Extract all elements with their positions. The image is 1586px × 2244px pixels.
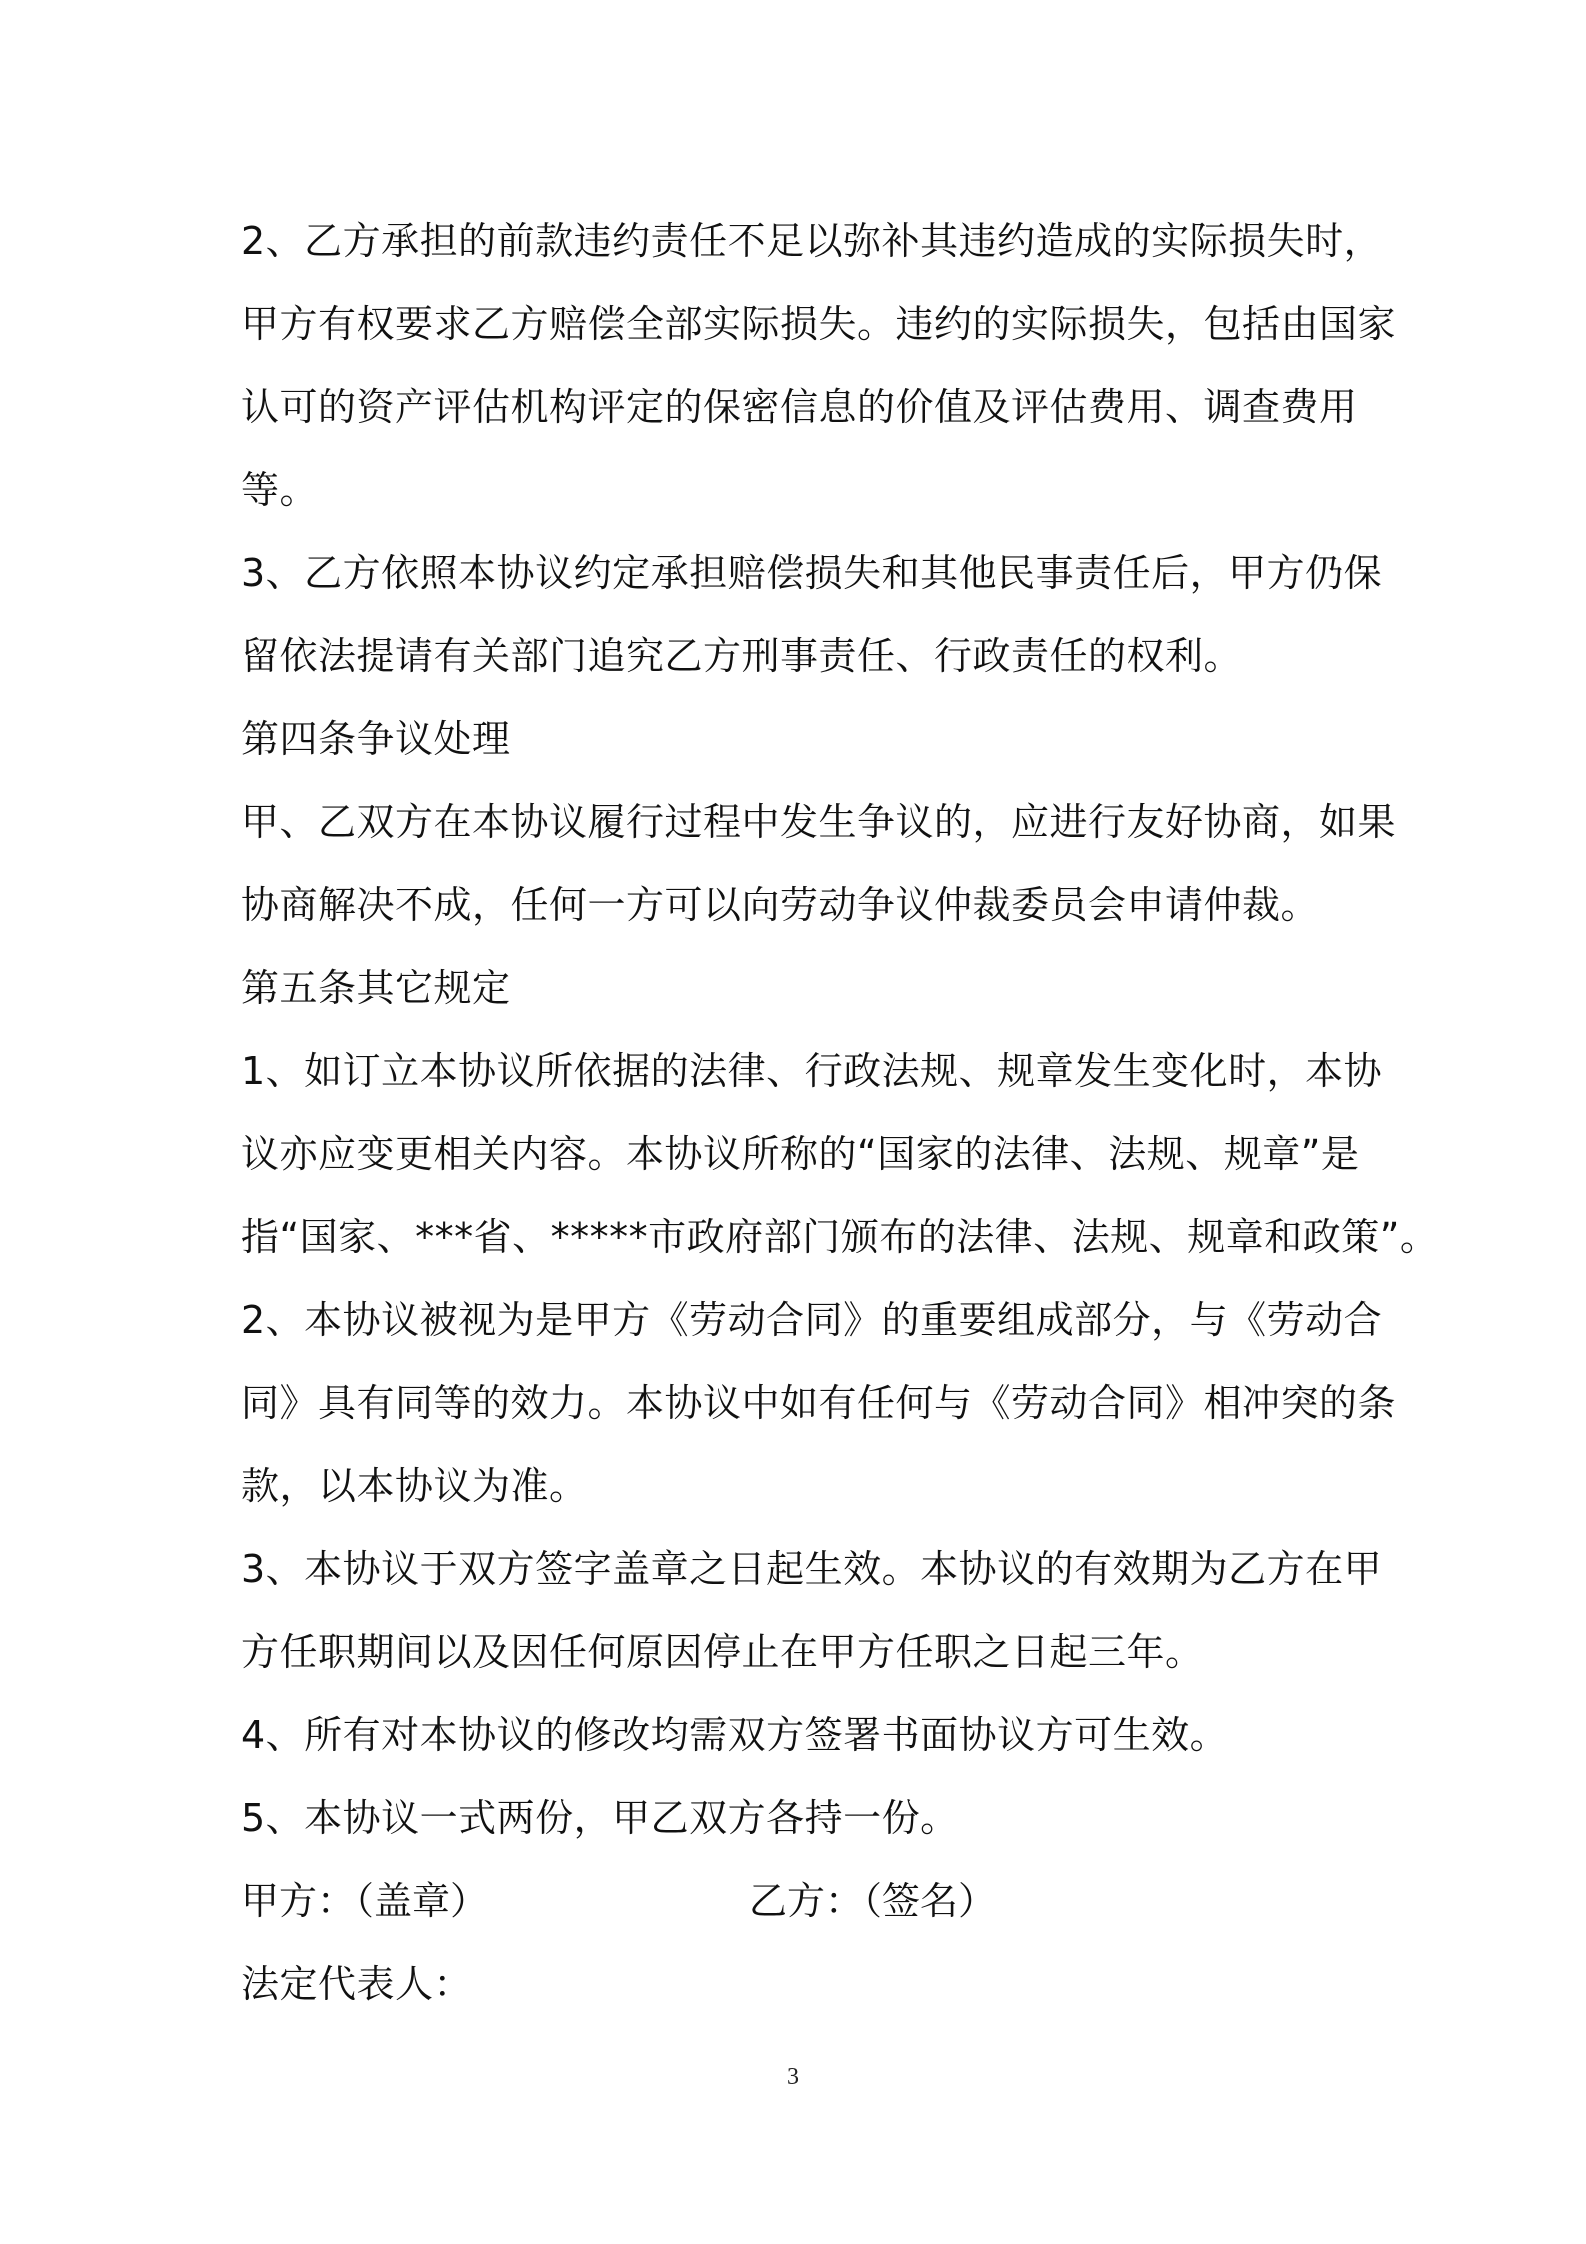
clause-3-3-line-2: 留依法提请有关部门追究乙方刑事责任、行政责任的权利。	[241, 634, 1243, 678]
page-number: 3	[787, 2064, 799, 2090]
agreement-body	[241, 200, 1439, 2026]
article-4-line-1: 甲、乙双方在本协议履行过程中发生争议的，应进行友好协商，如果	[241, 800, 1397, 844]
article-4-heading: 第四条争议处理	[241, 717, 511, 761]
clause-3-2-line-3: 认可的资产评估机构评定的保密信息的价值及评估费用、调查费用	[241, 385, 1358, 429]
party-a-seal-label: 甲方：（盖章）	[241, 1879, 489, 1923]
clause-5-2-line-3: 款，以本协议为准。	[241, 1464, 588, 1508]
clause-5-1-line-2: 议亦应变更相关内容。本协议所称的“国家的法律、法规、规章”是	[241, 1132, 1360, 1176]
clause-5-1-line-1: 1、如订立本协议所依据的法律、行政法规、规章发生变化时，本协	[241, 1049, 1383, 1093]
clause-5-4: 4、所有对本协议的修改均需双方签署书面协议方可生效。	[241, 1713, 1229, 1757]
clause-3-2-line-2: 甲方有权要求乙方赔偿全部实际损失。违约的实际损失，包括由国家	[241, 302, 1397, 346]
clause-5-2-line-2: 同》具有同等的效力。本协议中如有任何与《劳动合同》相冲突的条	[241, 1381, 1397, 1425]
clause-5-2-line-1: 2、本协议被视为是甲方《劳动合同》的重要组成部分，与《劳动合	[241, 1298, 1383, 1342]
clause-5-1-line-3: 指“国家、***省、*****市政府部门颁布的法律、法规、规章和政策”。	[241, 1215, 1439, 1259]
article-5-heading: 第五条其它规定	[241, 966, 511, 1010]
clause-5-3-line-2: 方任职期间以及因任何原因停止在甲方任职之日起三年。	[241, 1630, 1204, 1674]
signature-row	[241, 1860, 1361, 1943]
clause-5-3-line-1: 3、本协议于双方签字盖章之日起生效。本协议的有效期为乙方在甲	[241, 1547, 1383, 1591]
article-4-line-2: 协商解决不成，任何一方可以向劳动争议仲裁委员会申请仲裁。	[241, 883, 1320, 927]
legal-representative-label: 法定代表人：	[241, 1962, 473, 2006]
clause-3-2-line-4: 等。	[241, 468, 319, 512]
clause-3-3-line-1: 3、乙方依照本协议约定承担赔偿损失和其他民事责任后，甲方仍保	[241, 551, 1383, 595]
clause-3-2-line-1: 2、乙方承担的前款违约责任不足以弥补其违约造成的实际损失时，	[241, 219, 1383, 263]
clause-5-5: 5、本协议一式两份，甲乙双方各持一份。	[241, 1796, 959, 1840]
party-b-signature-label: 乙方：（签名）	[749, 1879, 997, 1923]
